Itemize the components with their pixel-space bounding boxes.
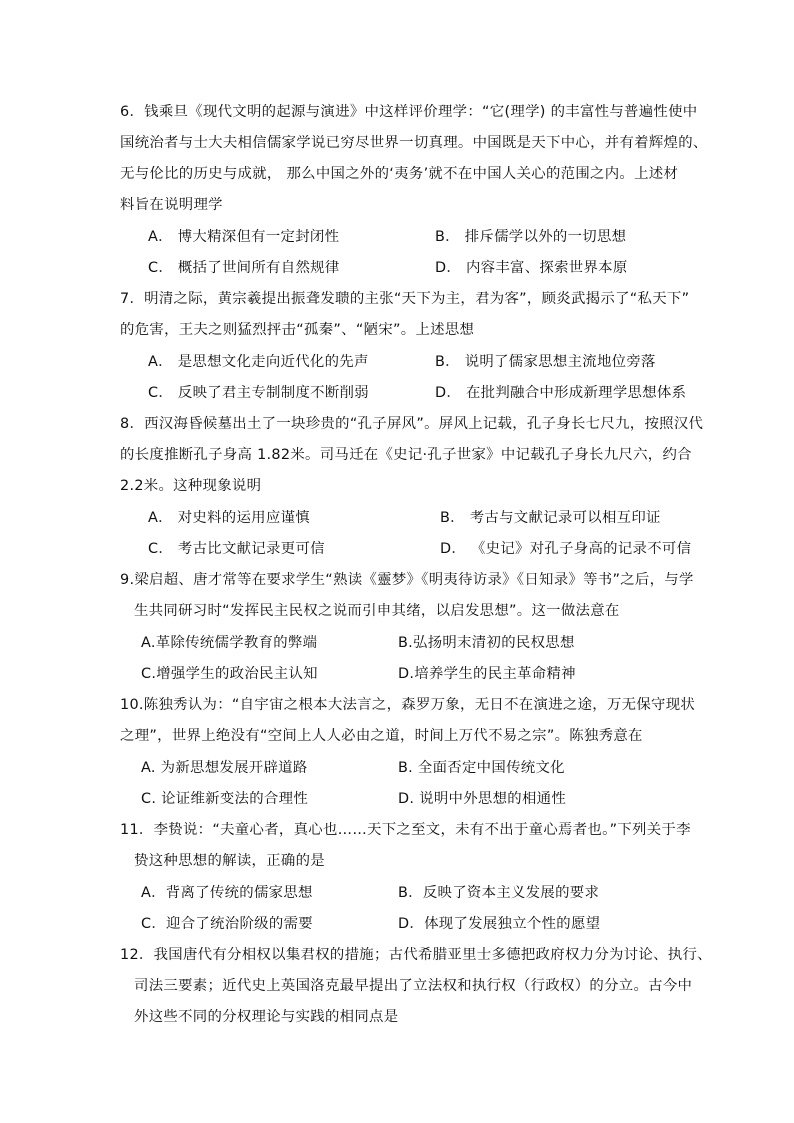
question-text-line: 的长度推断孔子身高 1.82米。司马迁在《史记·孔子世家》中记载孔子身长九尺六，约合: [120, 447, 692, 463]
option-a: A． 对史料的运用应谨慎: [148, 510, 310, 526]
option-d: D． 《史记》对孔子身高的记录不可信: [440, 541, 692, 557]
option-a: A．背离了传统的儒家思想: [141, 885, 313, 901]
question-text-line: 之理”，世界上绝没有“空间上人人必由之道，时间上万代不易之宗”。陈独秀意在: [120, 728, 643, 744]
option-d: D． 在批判融合中形成新理学思想体系: [435, 385, 687, 401]
option-b: B. 全面否定中国传统文化: [398, 760, 565, 776]
question-text-line: 的危害，王夫之则猛烈抨击“孤秦”、“陋宋”。上述思想: [120, 322, 475, 338]
question-text-line: 2.2米。这种现象说明: [120, 478, 262, 494]
question-text-line: 国统治者与士大夫相信儒家学说已穷尽世界一切真理。中国既是天下中心，并有着辉煌的、: [120, 135, 708, 151]
option-c: C． 概括了世间所有自然规律: [148, 260, 340, 276]
option-b: B． 考古与文献记录可以相互印证: [440, 510, 661, 526]
question-text-line: 9.梁启超、唐才常等在要求学生“熟读《靈梦》《明夷待访录》《日知录》等书”之后，与学: [120, 572, 694, 588]
question-text-line: 料旨在说明理学: [120, 197, 223, 213]
option-d: D. 说明中外思想的相通性: [398, 791, 567, 807]
question-text-line: 8．西汉海昏候墓出土了一块珍贵的“孔子屏风”。屏风上记载，孔子身长七尺九，按照汉代: [120, 416, 704, 432]
option-c: C．迎合了统治阶级的需要: [141, 916, 313, 932]
question-text-line: 11．李贽说：“夫童心者，真心也……天下之至文，未有不出于童心焉者也。”下列关于李: [120, 822, 691, 838]
option-a: A. 为新思想发展开辟道路: [141, 760, 308, 776]
option-b: B． 说明了儒家思想主流地位旁落: [435, 354, 656, 370]
question-text-line: 7．明清之际，黄宗羲提出振聋发聩的主张“天下为主，君为客”，顾炎武揭示了“私天下”: [120, 291, 690, 307]
question-text-line: 外这些不同的分权理论与实践的相同点是: [134, 1009, 399, 1025]
option-a: A． 是思想文化走向近代化的先声: [148, 354, 369, 370]
question-text-line: 12．我国唐代有分相权以集君权的措施；古代希腊亚里士多德把政府权力分为讨论、执行、: [120, 947, 712, 963]
option-c: C. 论证维新变法的合理性: [141, 791, 309, 807]
option-b: B． 排斥儒学以外的一切思想: [435, 229, 627, 245]
option-d: D.培养学生的民主革命精神: [398, 666, 576, 682]
option-c: C． 反映了君主专制制度不断削弱: [148, 385, 369, 401]
option-b: B.弘扬明末清初的民权思想: [398, 635, 575, 651]
option-b: B．反映了资本主义发展的要求: [398, 885, 600, 901]
option-a: A． 博大精深但有一定封闭性: [148, 229, 340, 245]
question-text-line: 生共同研习时“发挥民主民权之说而引申其绪，以启发思想”。这一做法意在: [134, 603, 620, 619]
question-text-line: 司法三要素；近代史上英国洛克最早提出了立法权和执行权（行政权）的分立。古今中: [134, 978, 693, 994]
option-c: C． 考古比文献记录更可信: [148, 541, 325, 557]
option-c: C.增强学生的政治民主认知: [141, 666, 318, 682]
question-text-line: 6．钱乘旦《现代文明的起源与演进》中这样评价理学：“它(理学) 的丰富性与普遍性使中: [120, 104, 698, 120]
option-a: A.革除传统儒学教育的弊端: [141, 635, 318, 651]
question-text-line: 10.陈独秀认为：“自宇宙之根本大法言之，森罗万象，无日不在演进之途，万无保守现状: [120, 697, 696, 713]
option-d: D．体现了发展独立个性的愿望: [398, 916, 601, 932]
option-d: D． 内容丰富、探索世界本原: [435, 260, 628, 276]
question-text-line: 贽这种思想的解读，正确的是: [134, 853, 325, 869]
question-text-line: 无与伦比的历史与成就， 那么中国之外的‘夷务’就不在中国人关心的范围之内。上述材: [120, 166, 679, 182]
